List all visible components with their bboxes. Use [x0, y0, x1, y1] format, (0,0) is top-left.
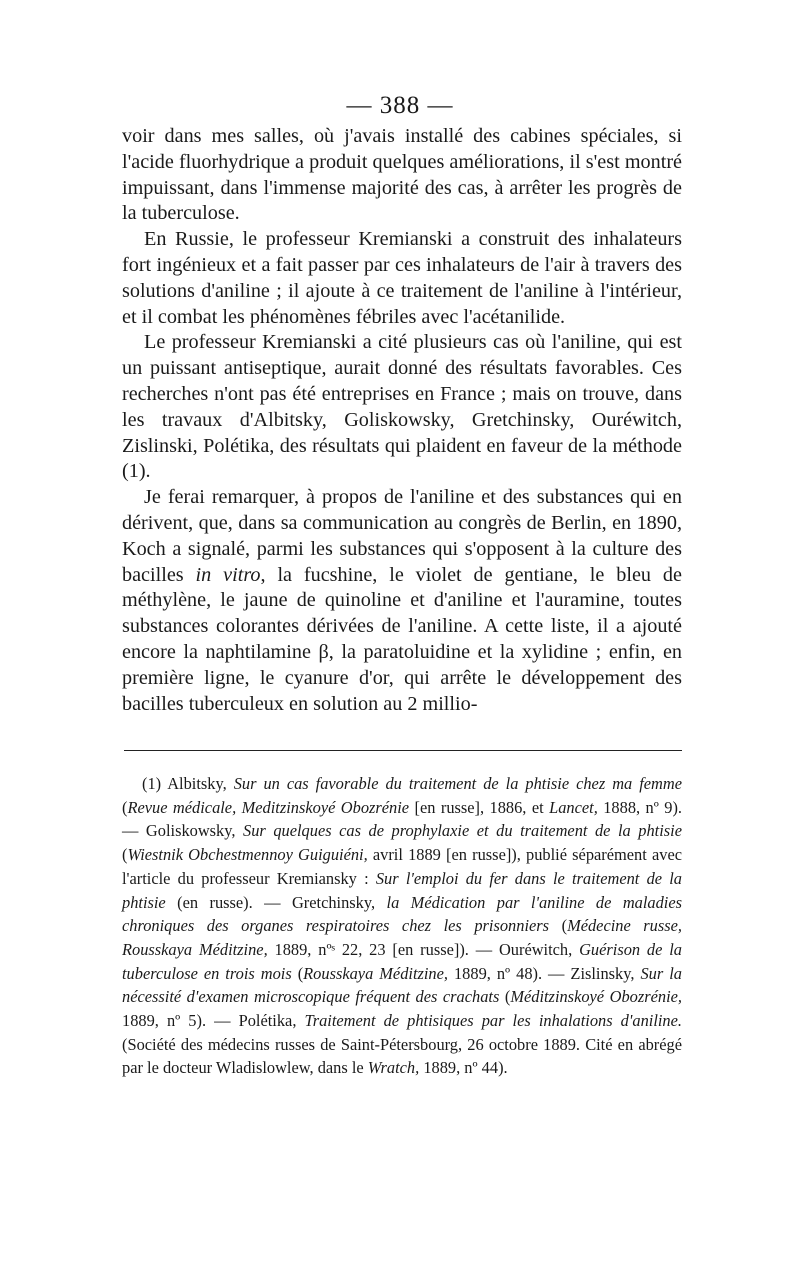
paragraph-4 [122, 485, 682, 717]
footnote-run: 1889, nºˢ 22, 23 [en russe]). — Ouréwitch, [267, 939, 580, 959]
body-text [122, 124, 682, 717]
footnote-italic-run: Sur l'emploi du fer dans le traitement de la phtisie [122, 868, 683, 912]
footnote-italic-run: Lancet, [549, 797, 598, 817]
paragraph-4-part-2: , la fucshine, le violet de gentiane, le bleu de méthylène, le jaune de quinoline et d'aniline et l'auramine, toutes substances colorantes dérivées de l'aniline. A cette liste, il a ajouté encore la naphtilamine β, la paratoluidine et la xylidine ; enfin, en première ligne, le cyanure d'or, qui arrête le développement des bacilles tuberculeux en solution au 2 millio- [122, 563, 682, 715]
footnote-run: 1888, nº 9).— Goliskowsky, [122, 797, 682, 841]
footnote-italic-run: Wratch, [367, 1058, 420, 1078]
paragraph-4-italic: in vitro [195, 563, 261, 586]
footnote-italic-run: Médecine russe, Rousskaya Méditzine, [122, 916, 683, 959]
page-number: — 388 — [346, 92, 454, 119]
footnote-run: (Société des médecins russes de Saint-Pétersbourg, 26 octobre 1889. Cité en abrégé par le docteur Wladislowlew, dans le [122, 1034, 682, 1078]
paragraph-2: En Russie, le professeur Kremianski a construit des inhalateurs fort ingénieux et a fait passer par ces inhalateurs de l'air à travers des solutions d'aniline ; il ajoute à ce traitement de l'aniline à l'intérieur, et il combat les phénomènes fébriles avec l'acétanilide. [122, 228, 682, 328]
footnote-italic-run: la Médication par l'aniline de maladies chroniques des organes respiratoires chez les prisonniers [122, 892, 682, 936]
footnote-italic-run: Sur quelques cas de prophylaxie et du traitement de la phtisie [243, 821, 682, 841]
footnote-italic-run: Revue médicale, Meditzinskoyé Obozrénie [127, 797, 410, 817]
footnote-run: ( [549, 916, 568, 936]
footnote-run: (en russe). — Gretchinsky, [165, 892, 387, 912]
footnote-run: ( [122, 845, 128, 865]
footnote-run: 1889, nº 48). — Zislinsky, [448, 963, 641, 983]
paragraph-4-part-1: Je ferai remarquer, à propos de l'aniline et des substances qui en dérivent, que, dans sa communication au congrès de Berlin, en 1890, Koch a signalé, parmi les substances qui s'opposent à la culture des bacilles [122, 486, 682, 586]
footnote-italic-run: Méditzinskoyé Obozrénie, [510, 987, 682, 1007]
paragraph-3: Le professeur Kremianski a cité plusieurs cas où l'aniline, qui est un puissant antiseptique, aurait donné des résultats favorables. Ces recherches n'ont pas été entreprises en France ; mais on trouve, dans les travaux d'Albitsky, Goliskowsky, Gretchinsky, Ouréwitch, Zislinski, Polétika, des résultats qui plaident en faveur de la méthode (1). [122, 331, 682, 483]
footnote-run: 1889, nº 5). — Polétika, [122, 1011, 305, 1031]
footnote-divider [124, 750, 682, 751]
footnote-italic-run: Sur la nécessité d'examen microscopique fréquent des crachats [122, 963, 682, 1007]
footnote-italic-run: Sur un cas favorable du traitement de la phtisie chez ma femme [233, 774, 682, 793]
footnote-run: ( [499, 987, 511, 1007]
footnote-run: ( [291, 963, 304, 983]
footnote-text [122, 772, 682, 1080]
footnote-run: [en russe], 1886, et [409, 797, 550, 817]
footnote-italic-run: Rousskaya Méditzine, [303, 963, 448, 983]
footnote-run: avril 1889 [en russe]), publié séparément avec l'article du professeur Kremiansky : [122, 845, 682, 888]
footnote-italic-run: Traitement de phtisiques par les inhalations d'aniline. [304, 1011, 682, 1031]
footnote-italic-run: Guérison de la tuberculose en trois mois [122, 939, 682, 983]
footnote [122, 772, 682, 1080]
footnote-run: ( [122, 797, 128, 817]
footnote-run: (1) Albitsky, [142, 774, 234, 793]
paragraph-1: voir dans mes salles, où j'avais installé des cabines spéciales, si l'acide fluorhydrique a produit quelques améliorations, il s'est montré impuissant, dans l'immense majorité des cas, à arrêter les progrès de la tuberculose. [122, 125, 682, 225]
footnote-run: 1889, nº 44). [419, 1058, 508, 1078]
footnote-italic-run: Wiestnik Obchestmennoy Guiguiéni, [127, 845, 368, 865]
